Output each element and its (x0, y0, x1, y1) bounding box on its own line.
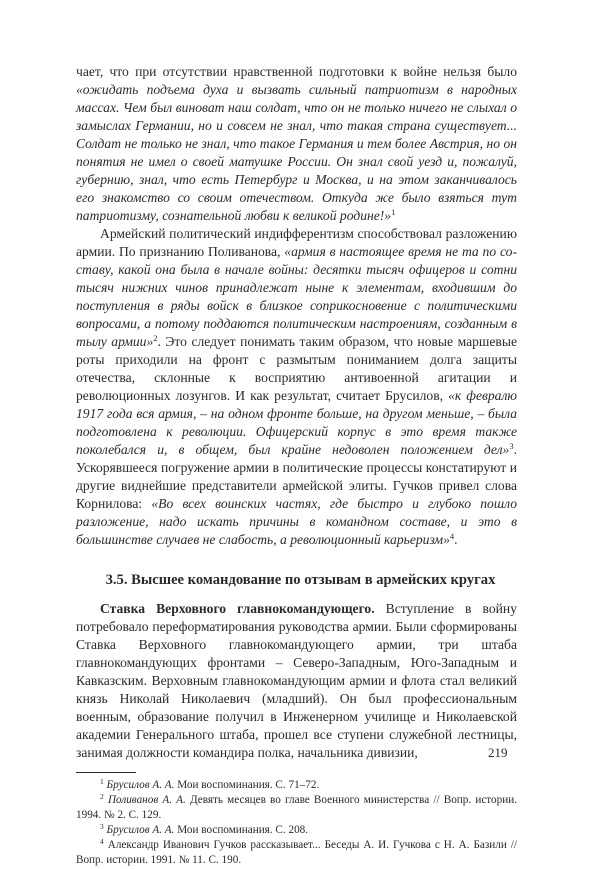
text-segment: Вступление в войну потребовало переформатирования руководства армии. Были сформированы Ставка Верховного главнокомандующего армии, три штаба главнокомандующих фронтами – Северо-Западным, Юго-Западным и Кавказским. Верховным главнокомандующим армии и флота стал великий князь Николай Николаевич (младший). Он был профессиональным военным, образование получил в Инженерном училище и Николаевской академии Генерального штаба, прошел все ступени служебной лестницы, занимая должности командира полка, начальника дивизии, (76, 601, 517, 760)
text-segment: чает, что при отсутствии нравственной подготовки к войне нельзя было (76, 64, 517, 79)
footnote-ref-4[interactable]: 4 (449, 531, 455, 541)
footnote-ref-2[interactable]: 2 (153, 333, 158, 343)
quote-polivanov-italic: «армия в настоящее время не та по составу, какой она была в начале войны: десятки тысяч офицеров и сотни тысяч нижних чинов принадлежат ныне к элементам, входившим до поступления в ряды войск в близкое соприкосновение с политическими вопросами, а потому поддаются политическим настроениям, созданным в тылу армии» (76, 244, 517, 349)
footnote-ref-1[interactable]: 1 (391, 207, 396, 217)
footnote-author: Брусилов А. А. (106, 824, 175, 836)
run-in-heading-bold: Ставка Верховного главнокомандующего. (100, 601, 375, 616)
footnote-text: Мои воспоминания. С. 208. (174, 824, 309, 836)
footnote-author: Поливанов А. А. (107, 794, 186, 806)
footnote-number: 3 (100, 822, 104, 831)
page-body (76, 63, 517, 868)
footnote-text: Девять месяцев во главе Военного министерства // Вопр. истории. 1994. № 2. С. 129. (76, 794, 517, 821)
page-number: 219 (488, 745, 508, 760)
footnote-4 (76, 838, 517, 868)
quote-brusilov-italic: «ожидать подъема духа и вызвать сильный патриотизм в народных массах. Чем был виноват наш солдат, что он не только ничего не слыхал о замыслах Германии, но и совсем не знал, что такая страна существует... Солдат не только не знал, что такое Германия и тем более Австрия, но он понятия не имел о своей матушке России. Он знал свой уезд и, пожалуй, губернию, знал, что есть Петербург и Москва, и на этом заканчивалось его знакомство со своим отечеством. Откуда же было взяться тут патриотизму, сознательной любви к великой родине!» (76, 82, 517, 223)
footnote-number: 4 (100, 837, 104, 846)
text-segment: . (454, 532, 458, 547)
paragraph-army-indifferentism (76, 225, 517, 549)
footnote-ref-3[interactable]: 3 (509, 441, 514, 451)
footnote-2 (76, 793, 517, 823)
section-heading: 3.5. Высшее командование по отзывам в армейских кругах (105, 572, 496, 588)
quote-kornilov-italic: «Во всех воинских частях, где быстро и глубоко пошло разложение, надо искать причины в командном составе, и это в большинстве случаев не слабость, а революционный карьеризм» (76, 496, 517, 547)
footnote-3 (76, 823, 517, 838)
text-segment: . Это следует понимать таким образом, что новые маршевые роты приходили на фронт с размытым пониманием долга защиты отечества, склонные к восприятию антивоенной агитации и революционных лозунгов. И как результат, считает Брусилов, (76, 334, 517, 403)
footnote-number: 2 (100, 792, 104, 801)
footnote-text: Мои воспоминания. С. 71–72. (174, 779, 320, 791)
text-segment: Армейский политический индифферентизм способствовал разложению армии. По признанию Поливанова, (76, 226, 517, 259)
quote-brusilov-1917-italic: «к февралю 1917 года вся армия, – на одном фронте больше, на другом меньше, – была подготовлена к революции. Офицерский корпус в это время также поколебался и, в общем, был крайне недоволен положением дел» (76, 388, 517, 457)
paragraph-stavka (76, 600, 517, 762)
footnote-author: Брусилов А. А. (106, 779, 175, 791)
footnote-text: Александр Иванович Гучков рассказывает... Беседы А. И. Гучкова с Н. А. Базили // Вопр. истории. 1991. № 11. С. 190. (76, 839, 518, 866)
footnote-separator (76, 772, 136, 773)
footnote-number: 1 (100, 777, 104, 786)
text-segment: . Ускорявшееся погружение армии в политические процессы констатируют и другие виднейшие представители армейской элиты. Гучков привел слова Корнилова: (76, 442, 517, 511)
footnote-1 (76, 778, 517, 793)
paragraph-continuation (76, 63, 517, 225)
footnotes (76, 778, 517, 868)
